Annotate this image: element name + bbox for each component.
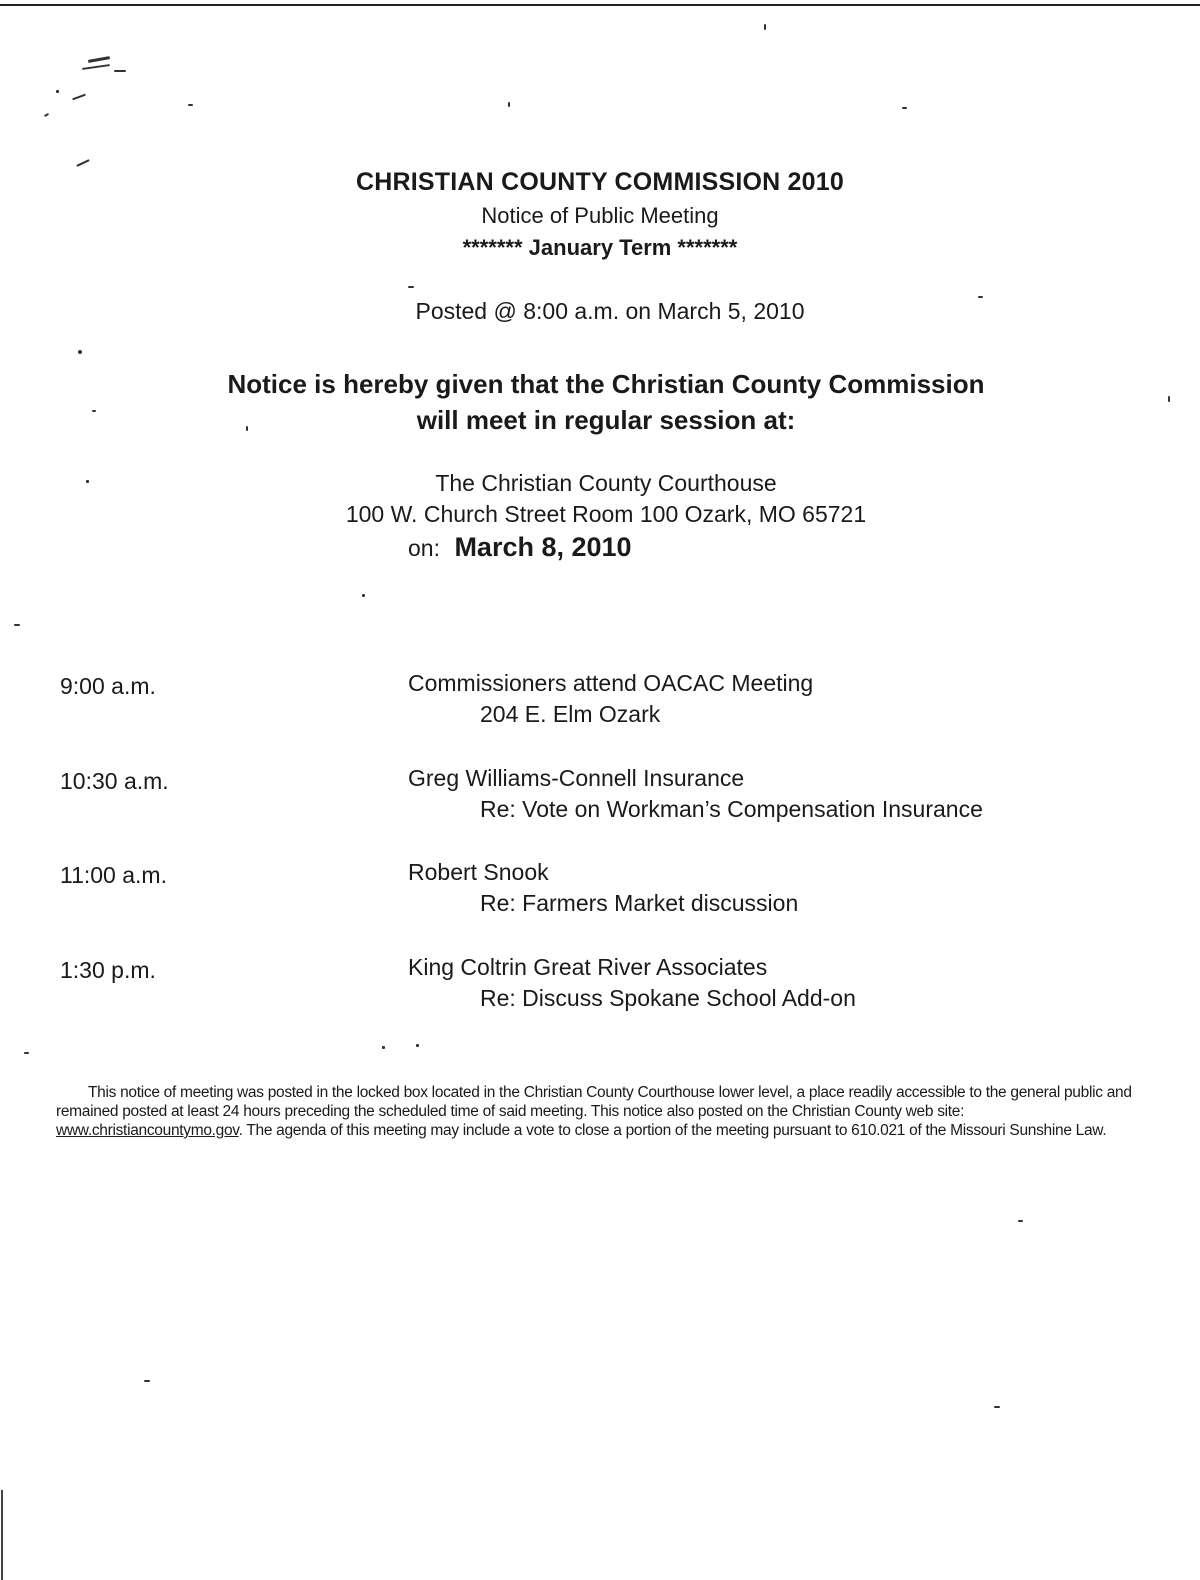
county-website-link[interactable]: www.christiancountymo.gov [56, 1122, 239, 1139]
agenda-item [0, 954, 1200, 1024]
document-subtitle: Notice of Public Meeting [481, 203, 719, 228]
agenda-title: Commissioners attend OACAC Meeting [408, 670, 814, 696]
agenda-time: 1:30 p.m. [60, 957, 156, 983]
agenda-detail: 204 E. Elm Ozark [480, 701, 661, 727]
on-label: on: [408, 535, 440, 561]
notice-line-2: will meet in regular session at: [416, 405, 796, 435]
venue-name: The Christian County Courthouse [435, 470, 777, 496]
venue-address: 100 W. Church Street Room 100 Ozark, MO 65721 [345, 501, 867, 527]
disclaimer-text-end: . The agenda of this meeting may include a vote to close a portion of the meeting pursuant to 610.021 of the Missouri Sunshine Law. [238, 1122, 1107, 1139]
agenda-time: 11:00 a.m. [60, 862, 167, 888]
agenda-item [0, 859, 1200, 929]
notice-line-1: Notice is hereby given that the Christian County Commission [227, 369, 985, 399]
meeting-notice [6, 366, 1200, 438]
scan-left-edge [1, 1490, 3, 1580]
agenda-detail: Re: Farmers Market discussion [480, 890, 799, 916]
venue-block [6, 468, 1200, 530]
posted-timestamp: Posted @ 8:00 a.m. on March 5, 2010 [415, 298, 805, 324]
disclaimer-text: This notice of meeting was posted in the locked box located in the Christian County Courthouse lower level, a place readily accessible to the general public and remained posted at least 24 hours preceding the scheduled time of said meeting. This notice also posted on the Christian County web site: [56, 1084, 1132, 1120]
agenda-item [0, 670, 1200, 740]
agenda-title: Robert Snook [408, 859, 549, 885]
date-value: March 8, 2010 [454, 532, 632, 562]
agenda-time: 9:00 a.m. [60, 673, 156, 699]
agenda-title: Greg Williams-Connell Insurance [408, 765, 745, 791]
posting-disclaimer [56, 1083, 1146, 1140]
agenda-item [0, 765, 1200, 835]
document-title: CHRISTIAN COUNTY COMMISSION 2010 [356, 168, 844, 196]
meeting-date [408, 532, 632, 563]
agenda-time: 10:30 a.m. [60, 768, 169, 794]
agenda-title: King Coltrin Great River Associates [408, 954, 768, 980]
agenda-detail: Re: Discuss Spokane School Add-on [480, 985, 856, 1011]
agenda-detail: Re: Vote on Workman’s Compensation Insurance [480, 796, 983, 822]
scan-top-edge [0, 4, 1200, 6]
term-label: ******* January Term ******* [462, 235, 738, 260]
